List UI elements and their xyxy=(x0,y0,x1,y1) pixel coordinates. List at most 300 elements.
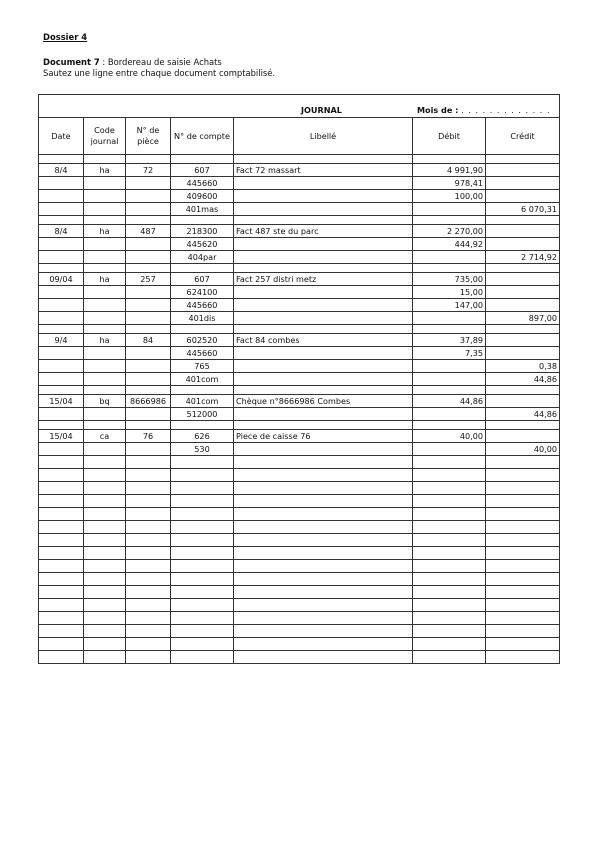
separator-row xyxy=(39,264,560,273)
separator-cell xyxy=(486,155,560,164)
cell-code-journal: ha xyxy=(84,334,126,347)
cell-num-compte: 401com xyxy=(171,395,234,408)
cell-num-compte xyxy=(171,625,234,638)
cell-libelle xyxy=(234,534,413,547)
dossier-title: Dossier 4 xyxy=(43,32,88,42)
cell-libelle xyxy=(234,469,413,482)
cell-num-piece xyxy=(126,612,171,625)
cell-code-journal xyxy=(84,238,126,251)
cell-code-journal xyxy=(84,469,126,482)
table-row xyxy=(39,573,560,586)
separator-row xyxy=(39,216,560,225)
cell-debit: 978,41 xyxy=(413,177,486,190)
cell-num-piece xyxy=(126,560,171,573)
cell-num-piece xyxy=(126,360,171,373)
cell-credit xyxy=(486,177,560,190)
separator-cell xyxy=(39,386,84,395)
separator-cell xyxy=(84,216,126,225)
cell-code-journal: ha xyxy=(84,225,126,238)
table-row xyxy=(39,312,560,325)
cell-num-piece xyxy=(126,482,171,495)
cell-code-journal: ha xyxy=(84,273,126,286)
cell-debit: 147,00 xyxy=(413,299,486,312)
cell-debit xyxy=(413,373,486,386)
separator-cell xyxy=(413,325,486,334)
table-row xyxy=(39,599,560,612)
separator-cell xyxy=(486,421,560,430)
cell-libelle xyxy=(234,508,413,521)
separator-cell xyxy=(234,264,413,273)
cell-date xyxy=(39,360,84,373)
cell-credit xyxy=(486,482,560,495)
cell-date xyxy=(39,599,84,612)
table-row xyxy=(39,238,560,251)
cell-debit xyxy=(413,586,486,599)
cell-credit xyxy=(486,625,560,638)
cell-code-journal xyxy=(84,612,126,625)
cell-code-journal xyxy=(84,360,126,373)
cell-date xyxy=(39,612,84,625)
cell-credit xyxy=(486,586,560,599)
document-header xyxy=(43,32,275,79)
cell-num-piece xyxy=(126,456,171,469)
cell-credit xyxy=(486,495,560,508)
cell-code-journal xyxy=(84,560,126,573)
cell-code-journal xyxy=(84,586,126,599)
cell-date: 8/4 xyxy=(39,225,84,238)
cell-num-compte xyxy=(171,612,234,625)
cell-date xyxy=(39,443,84,456)
cell-code-journal xyxy=(84,625,126,638)
cell-num-compte xyxy=(171,508,234,521)
cell-credit xyxy=(486,456,560,469)
separator-cell xyxy=(39,421,84,430)
cell-debit xyxy=(413,573,486,586)
cell-date xyxy=(39,482,84,495)
cell-credit xyxy=(486,164,560,177)
cell-libelle xyxy=(234,651,413,664)
cell-num-piece xyxy=(126,638,171,651)
cell-libelle xyxy=(234,360,413,373)
cell-libelle: Fact 257 distri metz xyxy=(234,273,413,286)
cell-credit xyxy=(486,347,560,360)
cell-libelle xyxy=(234,347,413,360)
cell-debit xyxy=(413,203,486,216)
cell-code-journal xyxy=(84,408,126,421)
cell-credit xyxy=(486,547,560,560)
separator-cell xyxy=(234,325,413,334)
cell-num-piece xyxy=(126,586,171,599)
cell-num-piece xyxy=(126,373,171,386)
cell-date xyxy=(39,625,84,638)
separator-cell xyxy=(84,325,126,334)
cell-date: 8/4 xyxy=(39,164,84,177)
cell-date: 9/4 xyxy=(39,334,84,347)
table-row xyxy=(39,651,560,664)
cell-num-compte xyxy=(171,586,234,599)
cell-num-compte xyxy=(171,456,234,469)
cell-libelle xyxy=(234,625,413,638)
cell-code-journal xyxy=(84,203,126,216)
cell-credit xyxy=(486,638,560,651)
table-row xyxy=(39,443,560,456)
cell-num-compte: 607 xyxy=(171,164,234,177)
cell-debit xyxy=(413,312,486,325)
cell-date xyxy=(39,534,84,547)
cell-num-piece xyxy=(126,251,171,264)
col-header-libelle: Libellé xyxy=(234,118,413,155)
cell-libelle xyxy=(234,251,413,264)
cell-num-compte xyxy=(171,599,234,612)
cell-num-piece: 76 xyxy=(126,430,171,443)
cell-num-piece xyxy=(126,495,171,508)
cell-credit xyxy=(486,508,560,521)
cell-num-piece xyxy=(126,408,171,421)
cell-num-compte: 602520 xyxy=(171,334,234,347)
separator-cell xyxy=(413,216,486,225)
cell-credit xyxy=(486,534,560,547)
column-header-row xyxy=(39,118,560,155)
instruction-text: Sautez une ligne entre chaque document comptabilisé. xyxy=(43,68,276,78)
separator-cell xyxy=(413,386,486,395)
cell-credit: 897,00 xyxy=(486,312,560,325)
cell-num-compte: 404par xyxy=(171,251,234,264)
cell-credit xyxy=(486,334,560,347)
cell-debit: 44,86 xyxy=(413,395,486,408)
cell-code-journal xyxy=(84,299,126,312)
cell-code-journal xyxy=(84,251,126,264)
separator-cell xyxy=(171,325,234,334)
cell-num-piece xyxy=(126,203,171,216)
cell-credit xyxy=(486,238,560,251)
document-ref: Document 7 xyxy=(43,57,100,67)
cell-date xyxy=(39,190,84,203)
separator-row xyxy=(39,325,560,334)
cell-credit xyxy=(486,573,560,586)
cell-num-compte xyxy=(171,534,234,547)
document-title xyxy=(43,57,275,68)
table-row xyxy=(39,469,560,482)
separator-cell xyxy=(234,386,413,395)
separator-cell xyxy=(171,421,234,430)
cell-libelle xyxy=(234,573,413,586)
cell-num-piece xyxy=(126,312,171,325)
separator-cell xyxy=(126,325,171,334)
cell-debit xyxy=(413,521,486,534)
cell-num-compte: 765 xyxy=(171,360,234,373)
cell-code-journal xyxy=(84,312,126,325)
table-row xyxy=(39,534,560,547)
journal-table xyxy=(38,94,560,664)
cell-credit xyxy=(486,225,560,238)
cell-date xyxy=(39,573,84,586)
cell-credit xyxy=(486,521,560,534)
cell-code-journal xyxy=(84,443,126,456)
cell-debit: 735,00 xyxy=(413,273,486,286)
cell-debit: 37,89 xyxy=(413,334,486,347)
cell-debit xyxy=(413,547,486,560)
cell-libelle xyxy=(234,521,413,534)
separator-cell xyxy=(126,386,171,395)
cell-libelle xyxy=(234,373,413,386)
cell-num-piece xyxy=(126,625,171,638)
separator-cell xyxy=(126,264,171,273)
cell-debit xyxy=(413,408,486,421)
cell-debit xyxy=(413,560,486,573)
cell-libelle xyxy=(234,560,413,573)
col-header-num-compte: N° de compte xyxy=(171,118,234,155)
table-row xyxy=(39,273,560,286)
cell-num-compte: 445660 xyxy=(171,177,234,190)
cell-code-journal xyxy=(84,508,126,521)
separator-cell xyxy=(126,421,171,430)
table-row xyxy=(39,190,560,203)
cell-libelle: Fact 72 massart xyxy=(234,164,413,177)
cell-libelle xyxy=(234,203,413,216)
cell-code-journal xyxy=(84,638,126,651)
table-row xyxy=(39,508,560,521)
journal-title: JOURNAL xyxy=(301,105,342,115)
table-row xyxy=(39,408,560,421)
cell-num-compte xyxy=(171,638,234,651)
separator-cell xyxy=(486,386,560,395)
cell-libelle xyxy=(234,408,413,421)
cell-num-piece xyxy=(126,469,171,482)
cell-debit: 100,00 xyxy=(413,190,486,203)
cell-date: 15/04 xyxy=(39,395,84,408)
cell-libelle xyxy=(234,312,413,325)
cell-num-compte: 530 xyxy=(171,443,234,456)
cell-debit: 444,92 xyxy=(413,238,486,251)
cell-code-journal xyxy=(84,651,126,664)
cell-num-piece xyxy=(126,547,171,560)
cell-debit xyxy=(413,469,486,482)
cell-num-piece xyxy=(126,599,171,612)
cell-num-compte: 445660 xyxy=(171,347,234,360)
cell-debit xyxy=(413,534,486,547)
cell-libelle xyxy=(234,638,413,651)
table-row xyxy=(39,347,560,360)
cell-credit: 44,86 xyxy=(486,408,560,421)
cell-debit: 4 991,90 xyxy=(413,164,486,177)
separator-cell xyxy=(234,421,413,430)
cell-code-journal xyxy=(84,534,126,547)
separator-cell xyxy=(84,386,126,395)
separator-cell xyxy=(39,325,84,334)
cell-num-piece xyxy=(126,286,171,299)
cell-libelle xyxy=(234,599,413,612)
cell-num-piece: 84 xyxy=(126,334,171,347)
cell-code-journal: bq xyxy=(84,395,126,408)
cell-libelle xyxy=(234,299,413,312)
cell-code-journal xyxy=(84,177,126,190)
cell-credit xyxy=(486,286,560,299)
cell-num-piece: 257 xyxy=(126,273,171,286)
cell-date xyxy=(39,456,84,469)
cell-debit xyxy=(413,482,486,495)
separator-cell xyxy=(84,421,126,430)
separator-cell xyxy=(413,155,486,164)
journal-title-row xyxy=(39,105,560,118)
cell-date xyxy=(39,586,84,599)
cell-num-compte xyxy=(171,573,234,586)
cell-debit xyxy=(413,508,486,521)
table-top-border xyxy=(39,95,560,106)
cell-libelle xyxy=(234,482,413,495)
col-header-debit: Débit xyxy=(413,118,486,155)
month-label: Mois de : xyxy=(417,105,459,115)
cell-num-compte xyxy=(171,482,234,495)
cell-code-journal xyxy=(84,456,126,469)
cell-credit xyxy=(486,612,560,625)
cell-num-compte: 512000 xyxy=(171,408,234,421)
cell-credit xyxy=(486,299,560,312)
cell-credit xyxy=(486,190,560,203)
cell-libelle xyxy=(234,190,413,203)
cell-code-journal xyxy=(84,286,126,299)
cell-libelle: Fact 84 combes xyxy=(234,334,413,347)
cell-num-piece xyxy=(126,177,171,190)
table-row xyxy=(39,395,560,408)
cell-date xyxy=(39,299,84,312)
separator-cell xyxy=(413,264,486,273)
cell-debit: 15,00 xyxy=(413,286,486,299)
document-subtitle: : Bordereau de saisie Achats xyxy=(99,57,222,67)
cell-date xyxy=(39,373,84,386)
cell-num-piece: 487 xyxy=(126,225,171,238)
cell-debit: 7,35 xyxy=(413,347,486,360)
separator-cell xyxy=(234,216,413,225)
cell-date xyxy=(39,408,84,421)
cell-credit: 44,86 xyxy=(486,373,560,386)
cell-date xyxy=(39,508,84,521)
table-row xyxy=(39,286,560,299)
separator-cell xyxy=(126,155,171,164)
table-row xyxy=(39,456,560,469)
cell-credit xyxy=(486,395,560,408)
cell-libelle: Piece de caisse 76 xyxy=(234,430,413,443)
cell-code-journal xyxy=(84,599,126,612)
month-field xyxy=(417,105,551,116)
cell-date: 09/04 xyxy=(39,273,84,286)
cell-num-compte: 409600 xyxy=(171,190,234,203)
cell-num-piece: 72 xyxy=(126,164,171,177)
cell-num-compte xyxy=(171,469,234,482)
cell-date xyxy=(39,638,84,651)
cell-date xyxy=(39,495,84,508)
separator-cell xyxy=(171,264,234,273)
cell-num-compte xyxy=(171,495,234,508)
cell-libelle: Fact 487 ste du parc xyxy=(234,225,413,238)
cell-debit xyxy=(413,495,486,508)
cell-libelle xyxy=(234,547,413,560)
table-row xyxy=(39,521,560,534)
table-row xyxy=(39,547,560,560)
table-row xyxy=(39,177,560,190)
cell-libelle xyxy=(234,238,413,251)
cell-num-compte xyxy=(171,651,234,664)
cell-code-journal xyxy=(84,573,126,586)
cell-date xyxy=(39,251,84,264)
cell-num-compte xyxy=(171,560,234,573)
cell-num-piece xyxy=(126,299,171,312)
separator-cell xyxy=(413,421,486,430)
cell-num-compte: 626 xyxy=(171,430,234,443)
cell-num-compte: 607 xyxy=(171,273,234,286)
cell-credit: 6 070,31 xyxy=(486,203,560,216)
separator-cell xyxy=(39,264,84,273)
cell-num-compte: 445660 xyxy=(171,299,234,312)
separator-cell xyxy=(171,155,234,164)
separator-row xyxy=(39,421,560,430)
cell-date xyxy=(39,521,84,534)
table-row xyxy=(39,612,560,625)
col-header-credit: Crédit xyxy=(486,118,560,155)
cell-debit: 40,00 xyxy=(413,430,486,443)
cell-date xyxy=(39,238,84,251)
cell-num-compte: 401dis xyxy=(171,312,234,325)
col-header-date: Date xyxy=(39,118,84,155)
cell-date: 15/04 xyxy=(39,430,84,443)
cell-num-piece xyxy=(126,443,171,456)
cell-credit: 2 714,92 xyxy=(486,251,560,264)
cell-libelle xyxy=(234,612,413,625)
cell-credit xyxy=(486,430,560,443)
table-row xyxy=(39,638,560,651)
cell-debit xyxy=(413,612,486,625)
table-row xyxy=(39,586,560,599)
cell-credit xyxy=(486,560,560,573)
table-row xyxy=(39,373,560,386)
cell-num-compte xyxy=(171,521,234,534)
table-row xyxy=(39,225,560,238)
cell-num-piece xyxy=(126,534,171,547)
cell-credit xyxy=(486,469,560,482)
separator-cell xyxy=(126,216,171,225)
table-row xyxy=(39,430,560,443)
cell-code-journal xyxy=(84,482,126,495)
cell-num-compte: 218300 xyxy=(171,225,234,238)
cell-num-piece xyxy=(126,238,171,251)
cell-num-compte: 401com xyxy=(171,373,234,386)
separator-cell xyxy=(486,325,560,334)
cell-credit xyxy=(486,599,560,612)
cell-date xyxy=(39,547,84,560)
cell-num-piece xyxy=(126,347,171,360)
separator-row xyxy=(39,386,560,395)
cell-num-compte: 401mas xyxy=(171,203,234,216)
cell-debit xyxy=(413,625,486,638)
separator-cell xyxy=(39,216,84,225)
cell-num-piece xyxy=(126,190,171,203)
cell-debit: 2 270,00 xyxy=(413,225,486,238)
cell-code-journal xyxy=(84,347,126,360)
cell-libelle xyxy=(234,443,413,456)
cell-code-journal: ca xyxy=(84,430,126,443)
col-header-num-piece: N° de pièce xyxy=(126,118,171,155)
separator-cell xyxy=(84,155,126,164)
table-row xyxy=(39,251,560,264)
cell-credit xyxy=(486,651,560,664)
cell-credit: 40,00 xyxy=(486,443,560,456)
cell-date xyxy=(39,203,84,216)
cell-libelle: Chèque n°8666986 Combes xyxy=(234,395,413,408)
cell-credit: 0,38 xyxy=(486,360,560,373)
separator-cell xyxy=(486,264,560,273)
cell-num-piece xyxy=(126,651,171,664)
table-row xyxy=(39,482,560,495)
cell-num-compte: 624100 xyxy=(171,286,234,299)
